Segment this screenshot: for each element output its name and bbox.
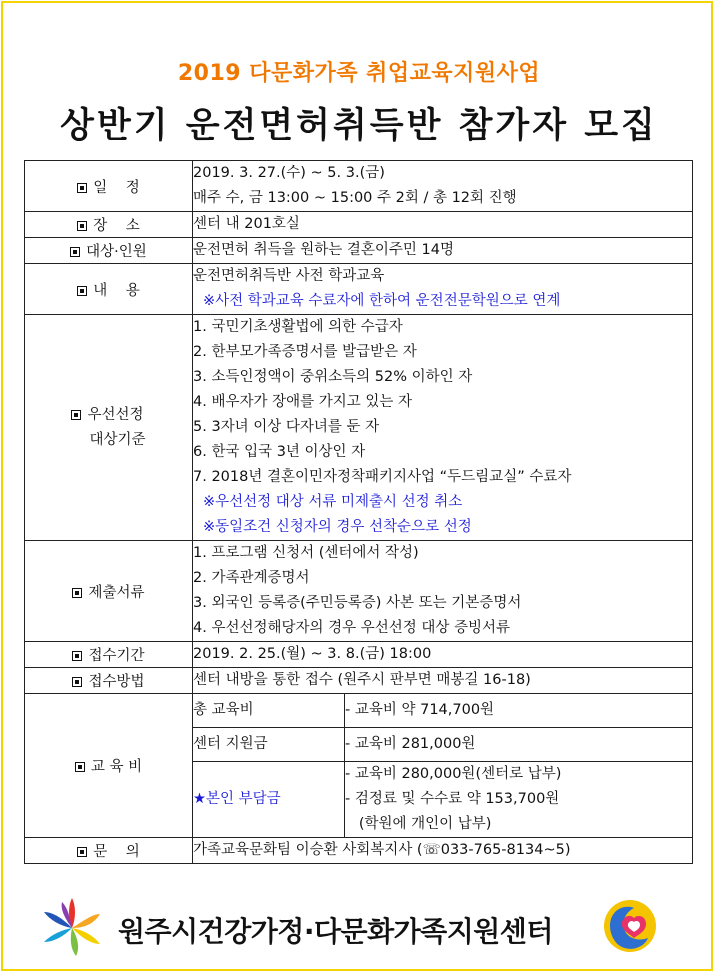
list-item: 4. 우선선정해당자의 경우 우선선정 대상 증빙서류 (193, 620, 511, 636)
square-bullet-icon (77, 286, 87, 296)
info-table (24, 160, 693, 864)
value-documents (193, 541, 693, 642)
list-item: 5. 3자녀 이상 다자녀를 둔 자 (193, 419, 380, 435)
fee-total-label: 총 교육비 (193, 694, 345, 728)
value-content: 운전면허취득반 사전 학과교육 ※사전 학과교육 수료자에 한하여 운전전문학원으로 연계 (193, 264, 693, 315)
square-bullet-icon (75, 762, 85, 772)
org-name: 원주시건강가정·다문화가족지원센터 (118, 915, 553, 948)
row-method (25, 668, 693, 694)
schedule-times: 매주 수, 금 13:00 ~ 15:00 주 2회 / 총 12회 진행 (193, 190, 517, 206)
list-item: 1. 프로그램 신청서 (센터에서 작성) (193, 545, 419, 561)
row-documents (25, 541, 693, 642)
pinwheel-logo-icon (34, 896, 110, 960)
square-bullet-icon (71, 410, 81, 420)
priority-note: ※우선선정 대상 서류 미제출시 선정 취소 (203, 494, 463, 510)
list-item: 2. 가족관계증명서 (193, 570, 310, 586)
page-title: 상반기 운전면허취득반 참가자 모집 (60, 106, 658, 146)
square-bullet-icon (70, 247, 80, 257)
footer (34, 896, 694, 960)
fee-support-value: - 교육비 281,000원 (345, 728, 693, 762)
value-priority (193, 315, 693, 541)
label-method: 접수방법 (25, 668, 193, 694)
fee-self-value: - 교육비 280,000원(센터로 납부) - 검정료 및 수수료 약 153,700원 (학원에 개인이 납부) (345, 762, 693, 838)
label-place: 장 소 (25, 212, 193, 238)
list-item: 4. 배우자가 장애를 가지고 있는 자 (193, 394, 412, 410)
label-documents: 제출서류 (25, 541, 193, 642)
row-priority (25, 315, 693, 541)
label-content: 내 용 (25, 264, 193, 315)
label-priority: 우선선정 대상기준 (25, 315, 193, 541)
fee-support-label: 센터 지원금 (193, 728, 345, 762)
value-period: 2019. 2. 25.(월) ~ 3. 8.(금) 18:00 (193, 642, 693, 668)
list-item: 2. 한부모가족증명서를 발급받은 자 (193, 344, 417, 360)
value-target: 운전면허 취득을 원하는 결혼이주민 14명 (193, 238, 693, 264)
value-place: 센터 내 201호실 (193, 212, 693, 238)
row-target (25, 238, 693, 264)
schedule-dates: 2019. 3. 27.(수) ~ 5. 3.(금) (193, 165, 385, 181)
square-bullet-icon (77, 183, 87, 193)
content-note: ※사전 학과교육 수료자에 한하여 운전전문학원으로 연계 (203, 293, 561, 309)
heart-logo-icon (600, 896, 660, 956)
fee-total-value: - 교육비 약 714,700원 (345, 694, 693, 728)
square-bullet-icon (77, 221, 87, 231)
subtitle: 2019 다문화가족 취업교육지원사업 (177, 61, 541, 86)
row-fee-total (25, 694, 693, 728)
label-contact: 문 의 (25, 838, 193, 864)
square-bullet-icon (77, 847, 87, 857)
list-item: 7. 2018년 결혼이민자정착패키지사업 “두드림교실” 수료자 (193, 469, 572, 485)
list-item: 6. 한국 입국 3년 이상인 자 (193, 444, 366, 460)
row-schedule (25, 161, 693, 212)
list-item: 3. 소득인정액이 중위소득의 52% 이하인 자 (193, 369, 473, 385)
square-bullet-icon (72, 677, 82, 687)
square-bullet-icon (72, 651, 82, 661)
row-content (25, 264, 693, 315)
value-contact: 가족교육문화팀 이승환 사회복지사 (☏033-765-8134~5) (193, 838, 693, 864)
square-bullet-icon (72, 588, 82, 598)
value-method: 센터 내방을 통한 접수 (원주시 판부면 매봉길 16-18) (193, 668, 693, 694)
row-place (25, 212, 693, 238)
label-fee: 교 육 비 (25, 694, 193, 838)
list-item: 1. 국민기초생활법에 의한 수급자 (193, 319, 403, 335)
row-contact (25, 838, 693, 864)
priority-note: ※동일조건 신청자의 경우 선착순으로 선정 (203, 519, 472, 535)
list-item: 3. 외국인 등록증(주민등록증) 사본 또는 기본증명서 (193, 595, 522, 611)
label-target: 대상·인원 (25, 238, 193, 264)
label-schedule: 일 정 (25, 161, 193, 212)
row-period (25, 642, 693, 668)
value-schedule (193, 161, 693, 212)
label-period: 접수기간 (25, 642, 193, 668)
fee-self-label: ★본인 부담금 (193, 762, 345, 838)
